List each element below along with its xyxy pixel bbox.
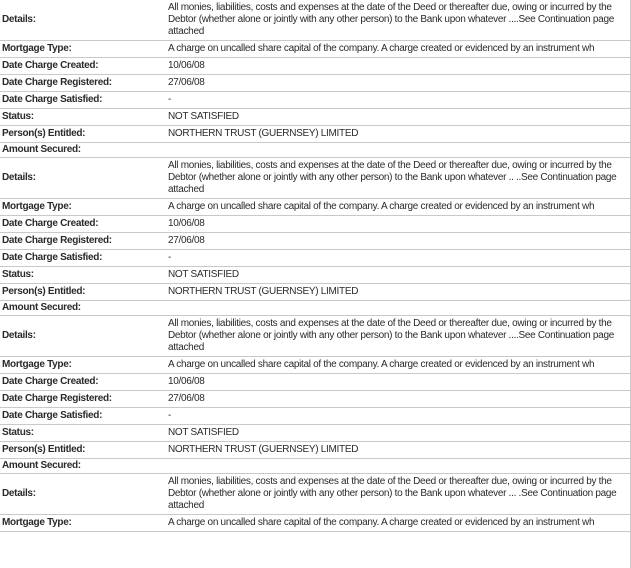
field-value-mortgage-type: A charge on uncalled share capital of the company. A charge created or evidenced by an instrument wh	[166, 357, 630, 374]
table-row-date-charge-registered	[0, 75, 630, 92]
table-row-mortgage-type	[0, 199, 630, 216]
table-row-date-charge-created	[0, 216, 630, 233]
table-row-date-charge-created	[0, 374, 630, 391]
field-label-status: Status:	[0, 109, 166, 126]
field-value-date-charge-created: 10/06/08	[166, 374, 630, 391]
field-value-date-charge-registered: 27/06/08	[166, 75, 630, 92]
field-label-date-charge-registered: Date Charge Registered:	[0, 391, 166, 408]
field-label-date-charge-satisfied: Date Charge Satisfied:	[0, 250, 166, 267]
table-row-details	[0, 158, 630, 199]
field-label-date-charge-registered: Date Charge Registered:	[0, 75, 166, 92]
field-value-persons-entitled: NORTHERN TRUST (GUERNSEY) LIMITED	[166, 126, 630, 143]
field-value-mortgage-type: A charge on uncalled share capital of the company. A charge created or evidenced by an instrument wh	[166, 515, 630, 532]
table-row-mortgage-type	[0, 41, 630, 58]
field-value-amount-secured	[166, 301, 630, 316]
field-label-persons-entitled: Person(s) Entitled:	[0, 284, 166, 301]
field-value-date-charge-satisfied: -	[166, 408, 630, 425]
field-value-mortgage-type: A charge on uncalled share capital of the company. A charge created or evidenced by an instrument wh	[166, 41, 630, 58]
field-label-date-charge-created: Date Charge Created:	[0, 58, 166, 75]
field-label-date-charge-satisfied: Date Charge Satisfied:	[0, 408, 166, 425]
field-label-amount-secured: Amount Secured:	[0, 143, 166, 158]
field-value-date-charge-satisfied: -	[166, 92, 630, 109]
field-value-status: NOT SATISFIED	[166, 425, 630, 442]
field-value-details: All monies, liabilities, costs and expenses at the date of the Deed or thereafter due, owing or incurred by the Debtor (whether alone or jointly with any other person) to the Bank upon whatever .. ..See Continuation page attached	[166, 158, 630, 199]
field-value-details: All monies, liabilities, costs and expenses at the date of the Deed or thereafter due, owing or incurred by the Debtor (whether alone or jointly with any other person) to the Bank upon whatever ....See Continuation page attached	[166, 316, 630, 357]
field-value-persons-entitled: NORTHERN TRUST (GUERNSEY) LIMITED	[166, 284, 630, 301]
table-row-details	[0, 316, 630, 357]
table-row-status	[0, 425, 630, 442]
field-label-amount-secured: Amount Secured:	[0, 301, 166, 316]
field-label-mortgage-type: Mortgage Type:	[0, 515, 166, 532]
field-value-date-charge-created: 10/06/08	[166, 58, 630, 75]
field-value-date-charge-registered: 27/06/08	[166, 391, 630, 408]
table-row-amount-secured	[0, 301, 630, 316]
field-label-details: Details:	[0, 474, 166, 515]
table-row-persons-entitled	[0, 442, 630, 459]
table-row-amount-secured	[0, 459, 630, 474]
field-label-status: Status:	[0, 425, 166, 442]
field-value-date-charge-satisfied: -	[166, 250, 630, 267]
field-value-amount-secured	[166, 143, 630, 158]
field-value-status: NOT SATISFIED	[166, 109, 630, 126]
field-label-amount-secured: Amount Secured:	[0, 459, 166, 474]
table-row-mortgage-type	[0, 515, 630, 532]
table-row-persons-entitled	[0, 126, 630, 143]
field-label-details: Details:	[0, 158, 166, 199]
field-label-details: Details:	[0, 0, 166, 41]
table-row-date-charge-satisfied	[0, 250, 630, 267]
table-row-details	[0, 474, 630, 515]
field-label-persons-entitled: Person(s) Entitled:	[0, 442, 166, 459]
table-row-date-charge-satisfied	[0, 92, 630, 109]
table-row-mortgage-type	[0, 357, 630, 374]
field-value-date-charge-created: 10/06/08	[166, 216, 630, 233]
field-value-persons-entitled: NORTHERN TRUST (GUERNSEY) LIMITED	[166, 442, 630, 459]
field-label-date-charge-satisfied: Date Charge Satisfied:	[0, 92, 166, 109]
table-row-details	[0, 0, 630, 41]
field-value-amount-secured	[166, 459, 630, 474]
table-row-status	[0, 109, 630, 126]
field-label-mortgage-type: Mortgage Type:	[0, 41, 166, 58]
table-row-persons-entitled	[0, 284, 630, 301]
field-label-mortgage-type: Mortgage Type:	[0, 199, 166, 216]
field-value-details: All monies, liabilities, costs and expenses at the date of the Deed or thereafter due, owing or incurred by the Debtor (whether alone or jointly with any other person) to the Bank upon whatever ... .See Continuation page attached	[166, 474, 630, 515]
field-value-details: All monies, liabilities, costs and expenses at the date of the Deed or thereafter due, owing or incurred by the Debtor (whether alone or jointly with any other person) to the Bank upon whatever ....See Continuation page attached	[166, 0, 630, 41]
field-value-mortgage-type: A charge on uncalled share capital of the company. A charge created or evidenced by an instrument wh	[166, 199, 630, 216]
field-label-date-charge-created: Date Charge Created:	[0, 216, 166, 233]
field-label-date-charge-created: Date Charge Created:	[0, 374, 166, 391]
field-label-date-charge-registered: Date Charge Registered:	[0, 233, 166, 250]
table-row-date-charge-registered	[0, 391, 630, 408]
table-row-date-charge-registered	[0, 233, 630, 250]
field-value-date-charge-registered: 27/06/08	[166, 233, 630, 250]
table-row-status	[0, 267, 630, 284]
table-row-amount-secured	[0, 143, 630, 158]
field-label-status: Status:	[0, 267, 166, 284]
table-row-date-charge-created	[0, 58, 630, 75]
field-value-status: NOT SATISFIED	[166, 267, 630, 284]
field-label-persons-entitled: Person(s) Entitled:	[0, 126, 166, 143]
field-label-details: Details:	[0, 316, 166, 357]
field-label-mortgage-type: Mortgage Type:	[0, 357, 166, 374]
table-row-date-charge-satisfied	[0, 408, 630, 425]
